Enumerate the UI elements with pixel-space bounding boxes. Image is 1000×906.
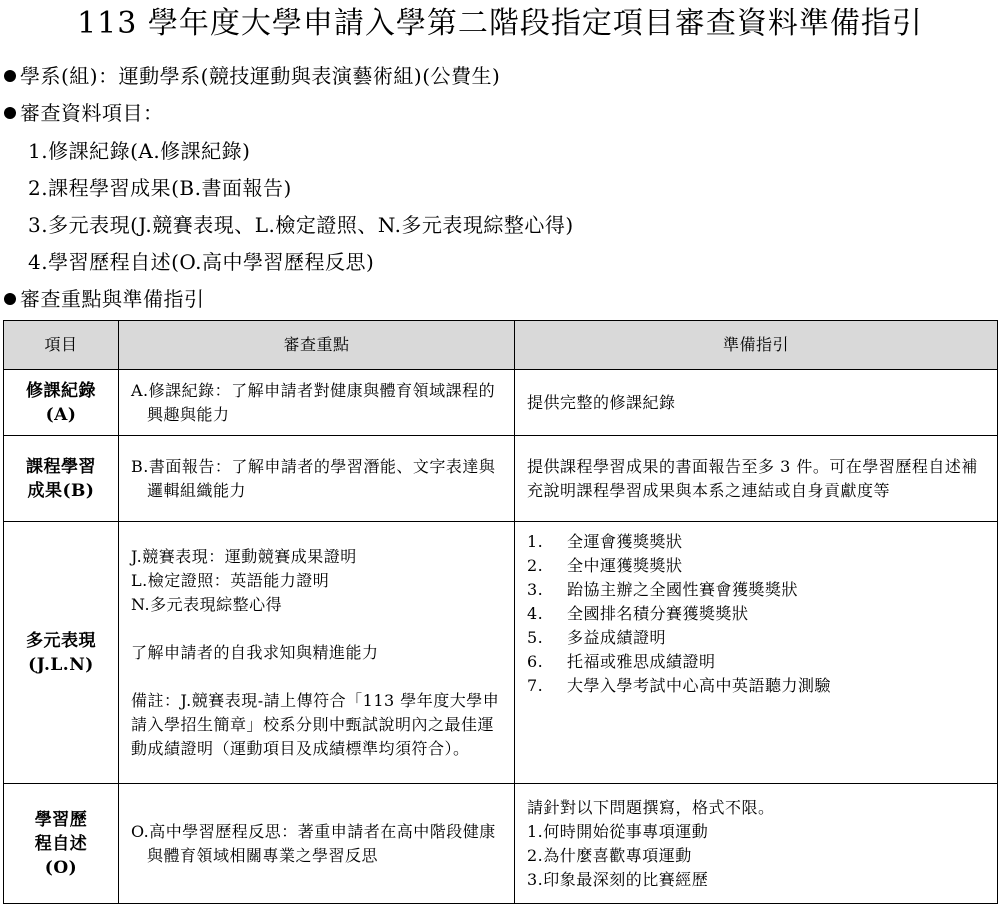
review-item: 2.課程學習成果(B.書面報告) — [28, 176, 292, 200]
row-focus-cell: O.高中學習歷程反思：著重申請者在高中階段健康與體育領域相關專業之學習反思 — [119, 784, 515, 904]
review-guide-table — [3, 320, 998, 904]
row-item-cell: 學習歷 程自述 (O) — [4, 784, 119, 904]
department-line — [4, 62, 500, 90]
guide-heading: 審查重點與準備指引 — [20, 287, 205, 311]
page-title: 113 學年度大學申請入學第二階段指定項目審查資料準備指引 — [77, 6, 923, 41]
row-item-cell: 多元表現 (J.L.N) — [4, 522, 119, 784]
review-item: 1.修課紀錄(A.修課紀錄) — [28, 139, 251, 163]
table-row — [4, 370, 998, 436]
guide-heading-line — [4, 285, 205, 313]
items-heading-line — [4, 99, 164, 127]
items-heading: 審查資料項目： — [20, 101, 164, 125]
list-item: 6. 托福或雅思成績證明 — [527, 652, 716, 671]
list-item: 2. 全中運獲獎獎狀 — [527, 556, 683, 575]
table-row — [4, 784, 998, 904]
list-item: 1. 全運會獲獎獎狀 — [527, 532, 683, 551]
table-row — [4, 436, 998, 522]
department-text: 學系(組)：運動學系(競技運動與表演藝術組)(公費生) — [20, 64, 501, 88]
row-item-cell: 課程學習 成果(B) — [4, 436, 119, 522]
row-guide-cell: 提供完整的修課紀錄 — [515, 370, 998, 436]
table-row — [4, 522, 998, 784]
header-guide: 準備指引 — [515, 321, 998, 370]
bullet-icon — [4, 293, 16, 305]
row-focus-cell: B.書面報告：了解申請者的學習潛能、文字表達與邏輯組織能力 — [119, 436, 515, 522]
review-item: 4.學習歷程自述(O.高中學習歷程反思) — [28, 250, 375, 274]
row-guide-cell: 請針對以下問題撰寫，格式不限。 1.何時開始從事專項運動 2.為什麼喜歡專項運動 3.印象最深刻的比賽經歷 — [515, 784, 998, 904]
list-item: 3. 跆協主辦之全國性賽會獲獎獎狀 — [527, 580, 799, 599]
row-guide-cell: 提供課程學習成果的書面報告至多 3 件。可在學習歷程自述補充說明課程學習成果與本系之連結或自身貢獻度等 — [515, 436, 998, 522]
bullet-icon — [4, 70, 16, 82]
list-item: 5. 多益成績證明 — [527, 628, 667, 647]
bullet-icon — [4, 107, 16, 119]
table-header-row — [4, 321, 998, 370]
list-item: 4. 全國排名積分賽獲獎獎狀 — [527, 604, 749, 623]
row-guide-cell — [515, 522, 998, 784]
row-focus-cell: A.修課紀錄：了解申請者對健康與體育領域課程的興趣與能力 — [119, 370, 515, 436]
header-item: 項目 — [4, 321, 119, 370]
list-item: 7. 大學入學考試中心高中英語聽力測驗 — [527, 676, 832, 695]
review-item: 3.多元表現(J.競賽表現、L.檢定證照、N.多元表現綜整心得) — [28, 213, 574, 237]
row-focus-cell: J.競賽表現：運動競賽成果證明 L.檢定證照：英語能力證明 N.多元表現綜整心得 了解申請者的自我求知與精進能力 備註：J.競賽表現-請上傳符合「113 學年度大學申請入學招生簡章」校系分則中甄試說明內之最佳運動成績證明（運動項目及成績標準均須符合）。 — [119, 522, 515, 784]
header-focus: 審查重點 — [119, 321, 515, 370]
row-item-cell: 修課紀錄 (A) — [4, 370, 119, 436]
evidence-list — [527, 530, 987, 698]
